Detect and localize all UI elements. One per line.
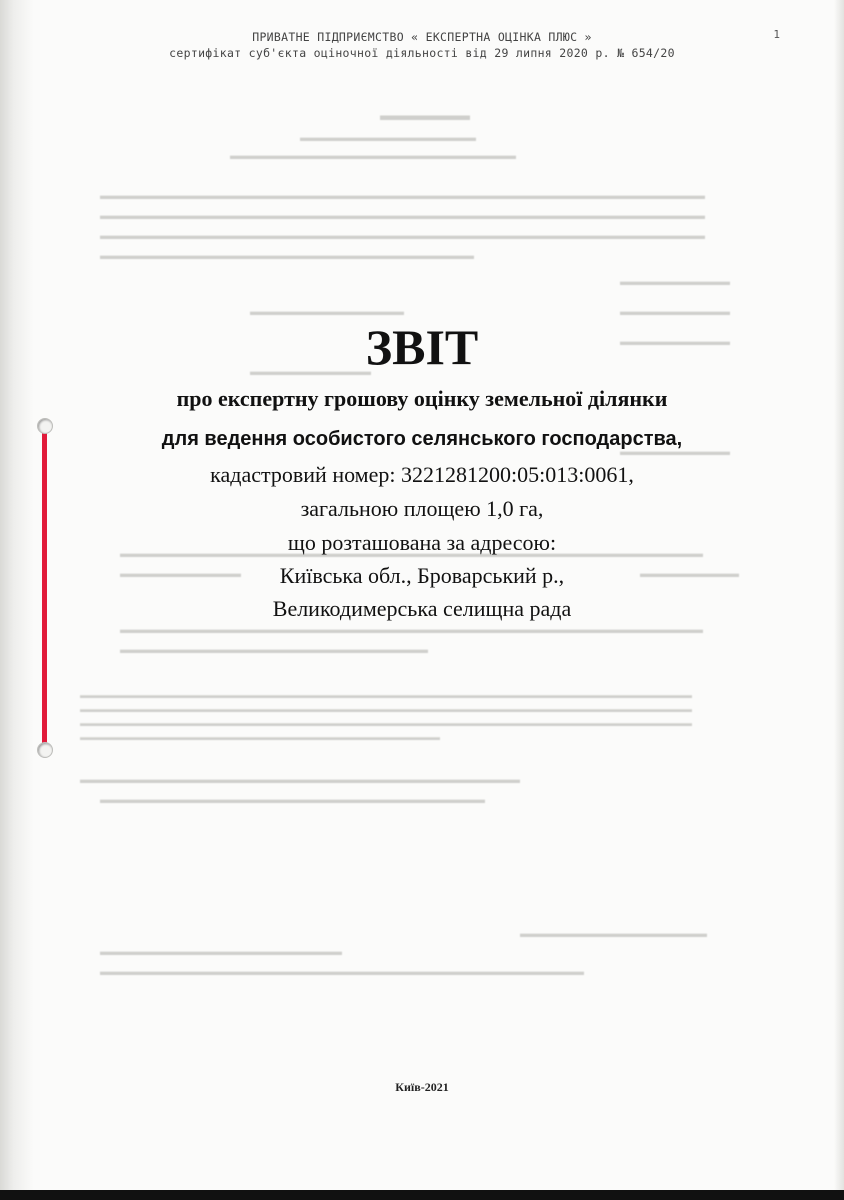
land-area: загальною площею 1,0 га,: [300, 496, 544, 521]
binding-hole-bottom: [37, 742, 53, 758]
certificate-line: сертифікат суб'єкта оціночної діяльності від 29 липня 2020 р. № 654/20: [169, 46, 675, 60]
cadastral-number: кадастровий номер: 3221281200:05:013:0061,: [210, 462, 634, 487]
page-right-edge: [834, 0, 844, 1190]
report-subtitle: про експертну грошову оцінку земельної ділянки: [176, 386, 668, 411]
company-name: ПРИВАТНЕ ПІДПРИЄМСТВО « ЕКСПЕРТНА ОЦІНКА ПЛЮС »: [252, 30, 592, 44]
report-title: ЗВІТ: [365, 319, 479, 375]
bleed-through-texture: ▬▬▬▬▬▬ ▬▬▬▬▬▬▬▬▬▬▬▬▬▬▬▬ ▬▬▬▬▬▬▬▬▬▬▬▬▬▬▬▬▬▬▬▬▬▬▬▬▬▬ ▬▬▬▬▬▬▬▬▬▬▬▬▬▬▬▬▬▬▬▬▬▬▬▬▬▬▬▬▬▬▬▬▬▬▬▬▬▬▬▬▬▬▬▬▬▬▬▬▬▬▬▬▬▬▬ ▬▬▬▬▬▬▬▬▬▬▬▬▬▬▬▬▬▬▬▬▬▬▬▬▬▬▬▬▬▬▬▬▬▬▬▬▬▬▬▬▬▬▬▬▬▬▬▬▬▬▬▬▬▬▬ ▬▬▬▬▬▬▬▬▬▬▬▬▬▬▬▬▬▬▬▬▬▬▬▬▬▬▬▬▬▬▬▬▬▬▬▬▬▬▬▬▬▬▬▬▬▬▬▬▬▬▬▬▬▬▬ ▬▬▬▬▬▬▬▬▬▬▬▬▬▬▬▬▬▬▬▬▬▬▬▬▬▬▬▬▬▬▬▬▬▬ ▬▬▬▬▬▬▬▬▬▬ ▬▬▬▬▬▬▬▬▬▬▬▬▬▬ ▬▬▬▬▬▬▬▬▬▬ ▬▬▬▬▬▬▬▬▬▬ ▬▬▬▬▬▬▬▬▬▬▬ ▬▬▬▬▬▬▬▬▬▬ ▬▬▬▬▬▬▬▬▬▬▬▬▬▬▬▬▬▬▬▬▬▬▬▬▬▬▬▬▬▬▬▬▬▬▬▬▬▬▬▬▬▬▬▬▬▬▬▬▬▬▬▬▬ ▬▬▬▬▬▬▬▬▬▬▬ ▬▬▬▬▬▬▬▬▬ ▬▬▬▬▬▬▬▬▬▬▬▬▬▬▬▬▬▬▬▬▬▬▬▬▬▬▬▬▬▬▬▬▬▬▬▬▬▬▬▬▬▬▬▬▬▬▬▬▬▬▬▬▬ ▬▬▬▬▬▬▬▬▬▬▬▬▬▬▬▬▬▬▬▬▬▬▬▬▬▬▬▬ ▬▬▬▬▬▬▬▬▬▬▬▬▬▬▬▬▬▬▬▬▬▬▬▬▬▬▬▬▬▬▬▬▬▬▬▬▬▬▬▬▬▬▬▬▬▬▬▬▬▬▬▬▬▬▬▬▬▬▬▬▬▬▬▬▬▬▬▬ ▬▬▬▬▬▬▬▬▬▬▬▬▬▬▬▬▬▬▬▬▬▬▬▬▬▬▬▬▬▬▬▬▬▬▬▬▬▬▬▬▬▬▬▬▬▬▬▬▬▬▬▬▬▬▬▬▬▬▬▬▬▬▬▬▬▬▬▬ ▬▬▬▬▬▬▬▬▬▬▬▬▬▬▬▬▬▬▬▬▬▬▬▬▬▬▬▬▬▬▬▬▬▬▬▬▬▬▬▬▬▬▬▬▬▬▬▬▬▬▬▬▬▬▬▬▬▬▬▬▬▬▬▬▬▬▬▬ ▬▬▬▬▬▬▬▬▬▬▬▬▬▬▬▬▬▬▬▬▬▬▬▬▬▬▬▬▬▬▬▬▬▬▬▬▬▬▬▬ ▬▬▬▬▬▬▬▬▬▬▬▬▬▬▬▬▬▬▬▬▬▬▬▬▬▬▬▬▬▬▬▬▬▬▬▬▬▬▬▬ ▬▬▬▬▬▬▬▬▬▬▬▬▬▬▬▬▬▬▬▬▬▬▬▬▬▬▬▬▬▬▬▬▬▬▬ ▬▬▬▬▬▬▬▬▬▬▬▬▬▬▬▬▬ ▬▬▬▬▬▬▬▬▬▬▬▬▬▬▬▬▬▬▬▬▬▬ ▬▬▬▬▬▬▬▬▬▬▬▬▬▬▬▬▬▬▬▬▬▬▬▬▬▬▬▬▬▬▬▬▬▬▬▬▬▬▬▬▬▬▬▬: [80, 108, 739, 978]
address-line-1: Київська обл., Броварський р.,: [279, 563, 565, 588]
address-line-2: Великодимерська селищна рада: [272, 596, 572, 621]
place-and-year: Київ-2021: [395, 1080, 449, 1094]
binding-hole-top: [37, 418, 53, 434]
binding-thread: [42, 432, 47, 748]
page-number: 1: [773, 28, 780, 41]
location-label: що розташована за адресою:: [287, 530, 557, 555]
scan-bottom-edge: [0, 1190, 844, 1200]
land-purpose: для ведення особистого селянського господарства,: [161, 428, 683, 450]
